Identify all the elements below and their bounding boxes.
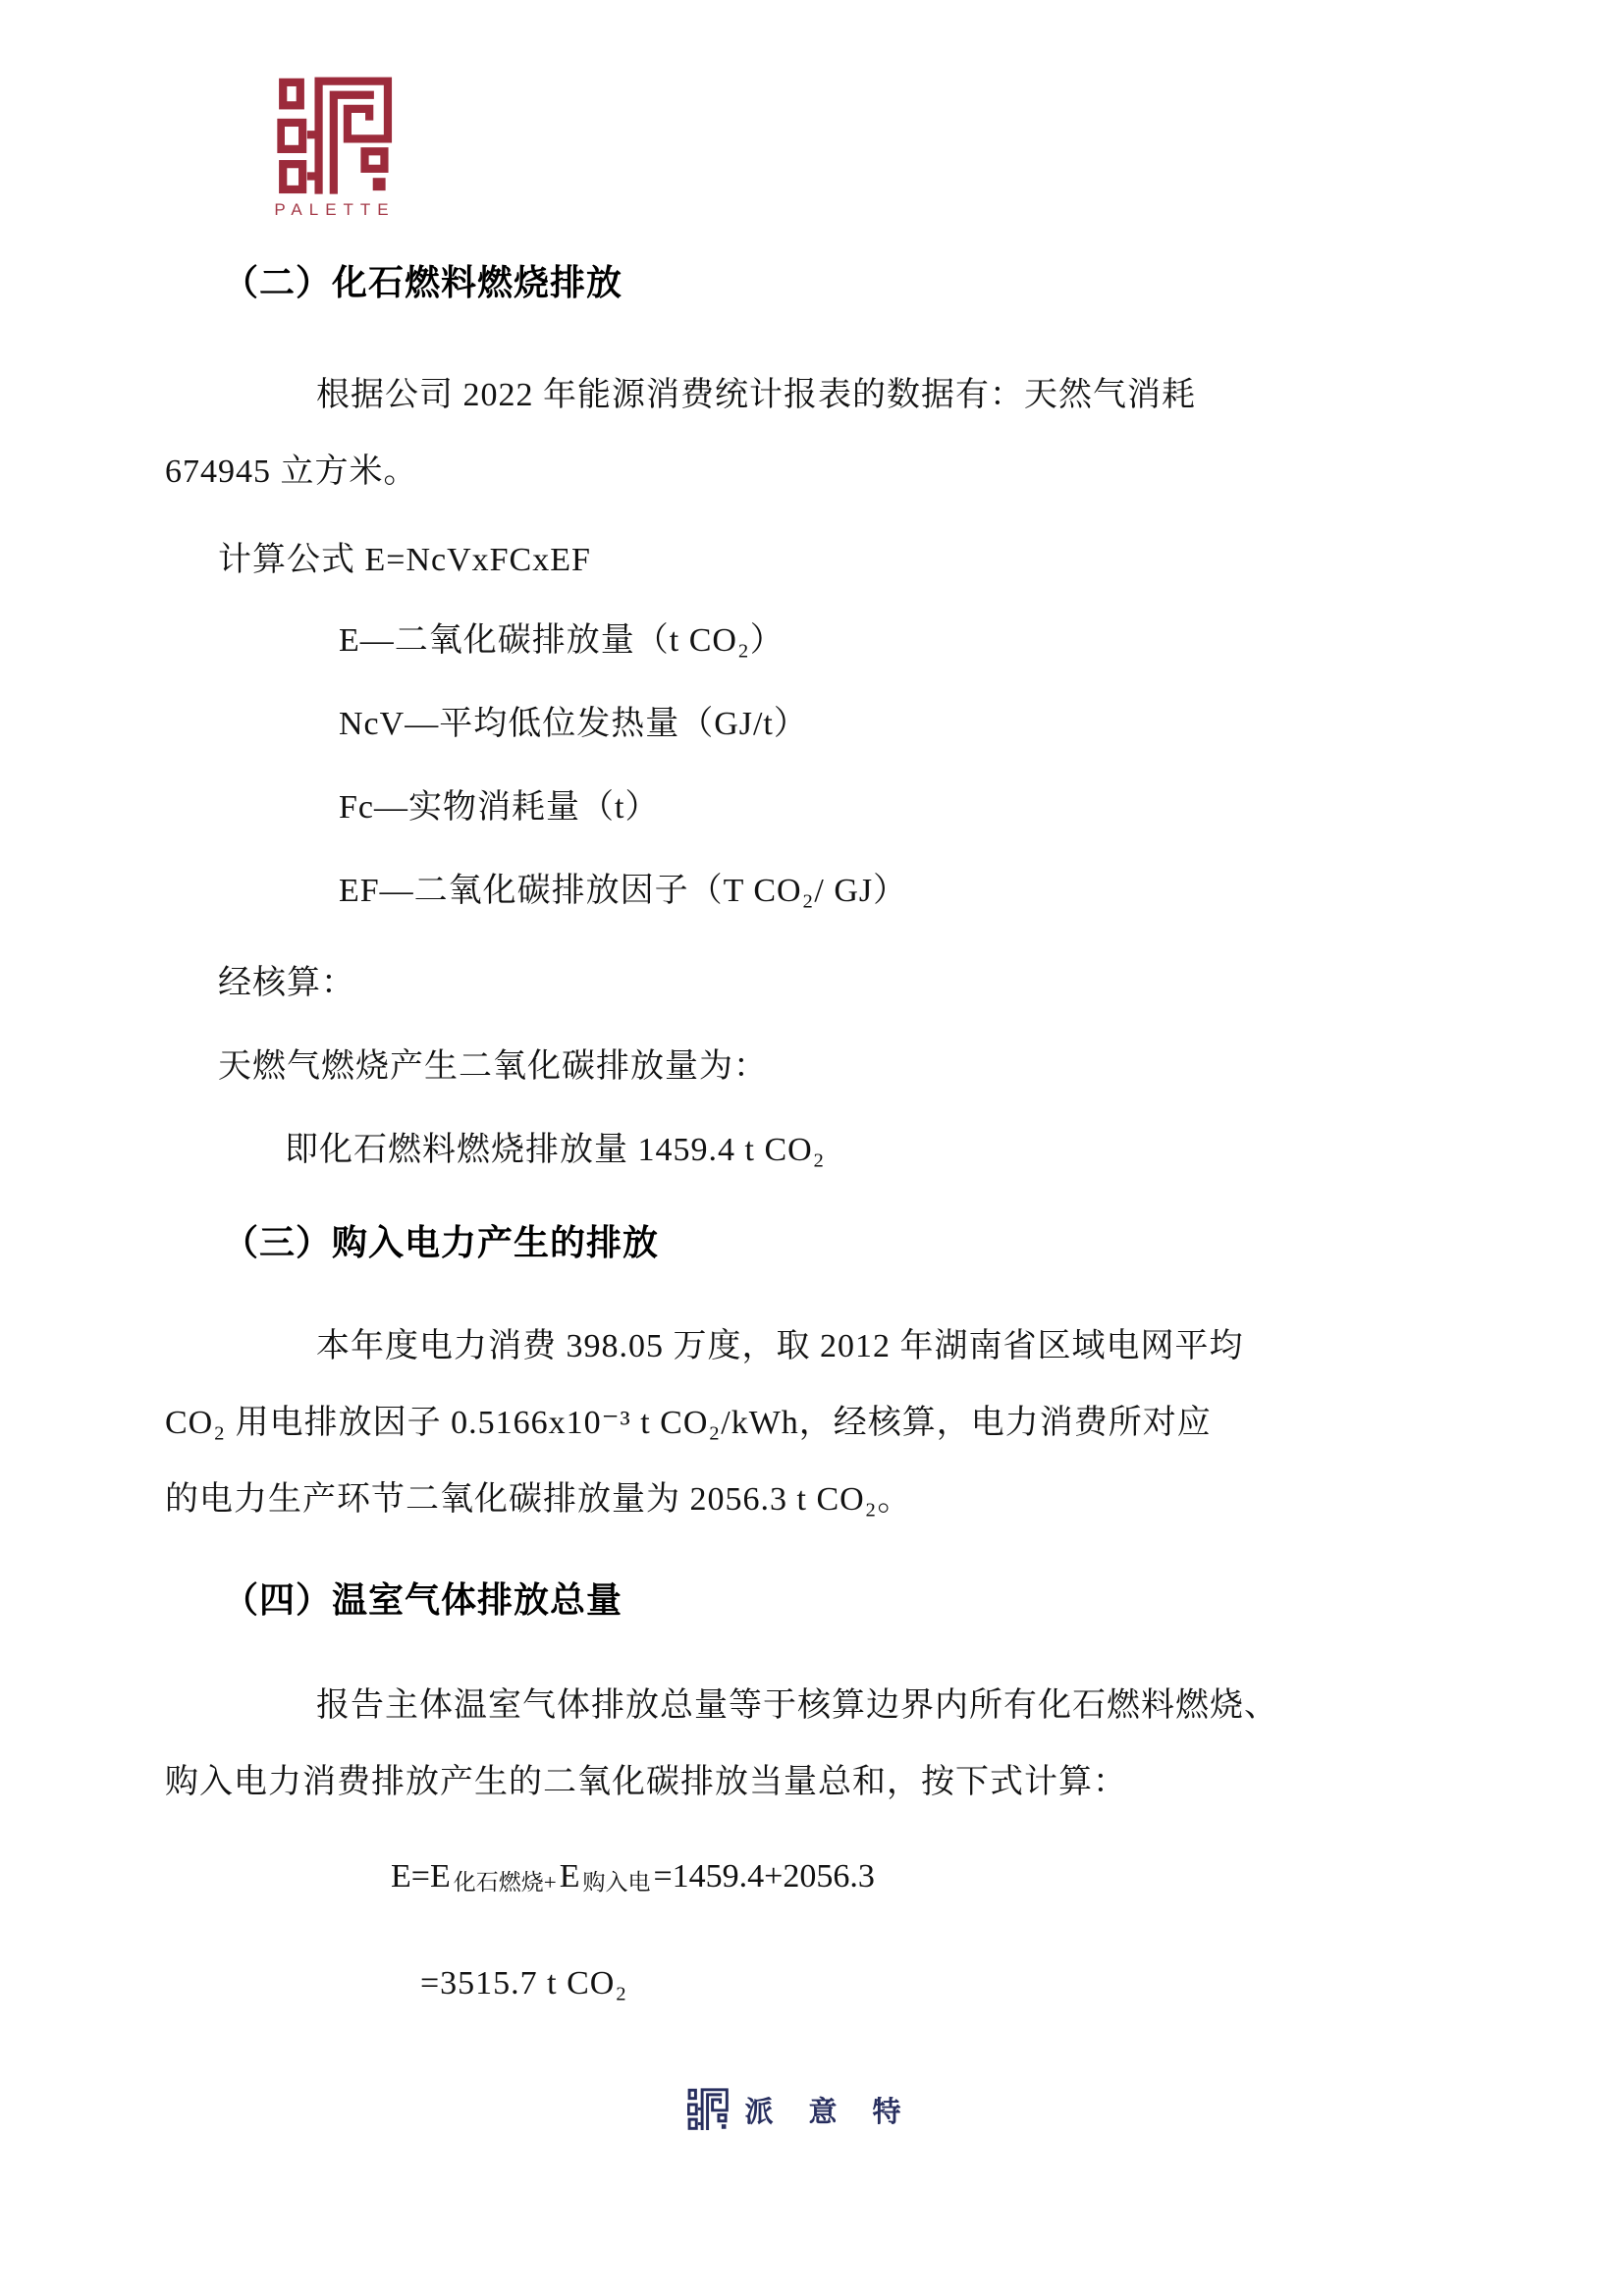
- palette-logo-icon: [275, 77, 395, 196]
- footer-brand: [0, 2085, 1624, 2134]
- section-heading-total-ghg: （四）温室气体排放总量: [223, 1579, 623, 1620]
- palette-footer-logo-icon: [687, 2085, 729, 2134]
- definition-line: NcV—平均低位发热量（GJ/t）: [339, 706, 808, 742]
- paragraph-line: 报告主体温室气体排放总量等于核算边界内所有化石燃料燃烧、: [316, 1687, 1278, 1724]
- formula-intro-line: 计算公式 E=NcVxFCxEF: [218, 542, 591, 578]
- definition-line: Fc—实物消耗量（t）: [339, 789, 660, 826]
- paragraph-line: 本年度电力消费 398.05 万度，取 2012 年湖南省区域电网平均: [316, 1328, 1244, 1364]
- paragraph-line: 的电力生产环节二氧化碳排放量为 2056.3 t CO₂。: [165, 1481, 912, 1518]
- brand-wordmark: PALETTE: [274, 200, 396, 219]
- paragraph-line: 购入电力消费排放产生的二氧化碳排放当量总和，按下式计算：: [165, 1764, 1127, 1800]
- section-heading-fossil-fuel: （二）化石燃料燃烧排放: [223, 262, 623, 302]
- paragraph-line: CO₂ 用电排放因子 0.5166x10⁻³ t CO₂/kWh，经核算，电力消费所对应: [165, 1405, 1212, 1441]
- note-line: 经核算：: [218, 965, 355, 1001]
- paragraph-line: 根据公司 2022 年能源消费统计报表的数据有：天然气消耗: [316, 377, 1196, 413]
- formula-mid: E: [559, 1858, 580, 1895]
- formula-lhs: E=E: [391, 1858, 451, 1895]
- section-heading-purchased-power: （三）购入电力产生的排放: [223, 1222, 660, 1262]
- formula-subscript-fossil: 化石燃烧+: [453, 1870, 557, 1895]
- total-emission-formula: [391, 1858, 875, 1896]
- definition-line: E—二氧化碳排放量（t CO₂）: [339, 622, 785, 659]
- formula-rhs: =1459.4+2056.3: [653, 1858, 875, 1895]
- definition-line: EF—二氧化碳排放因子（T CO₂/ GJ）: [339, 873, 908, 909]
- formula-subscript-power: 购入电: [582, 1870, 651, 1895]
- footer-wordmark: 派意特: [744, 2096, 937, 2128]
- result-line: 即化石燃料燃烧排放量 1459.4 t CO₂: [285, 1132, 826, 1168]
- total-emission-value: =3515.7 t CO₂: [420, 1965, 628, 2002]
- paragraph-line: 674945 立方米。: [165, 454, 418, 490]
- result-intro-line: 天燃气燃烧产生二氧化碳排放量为：: [218, 1048, 768, 1085]
